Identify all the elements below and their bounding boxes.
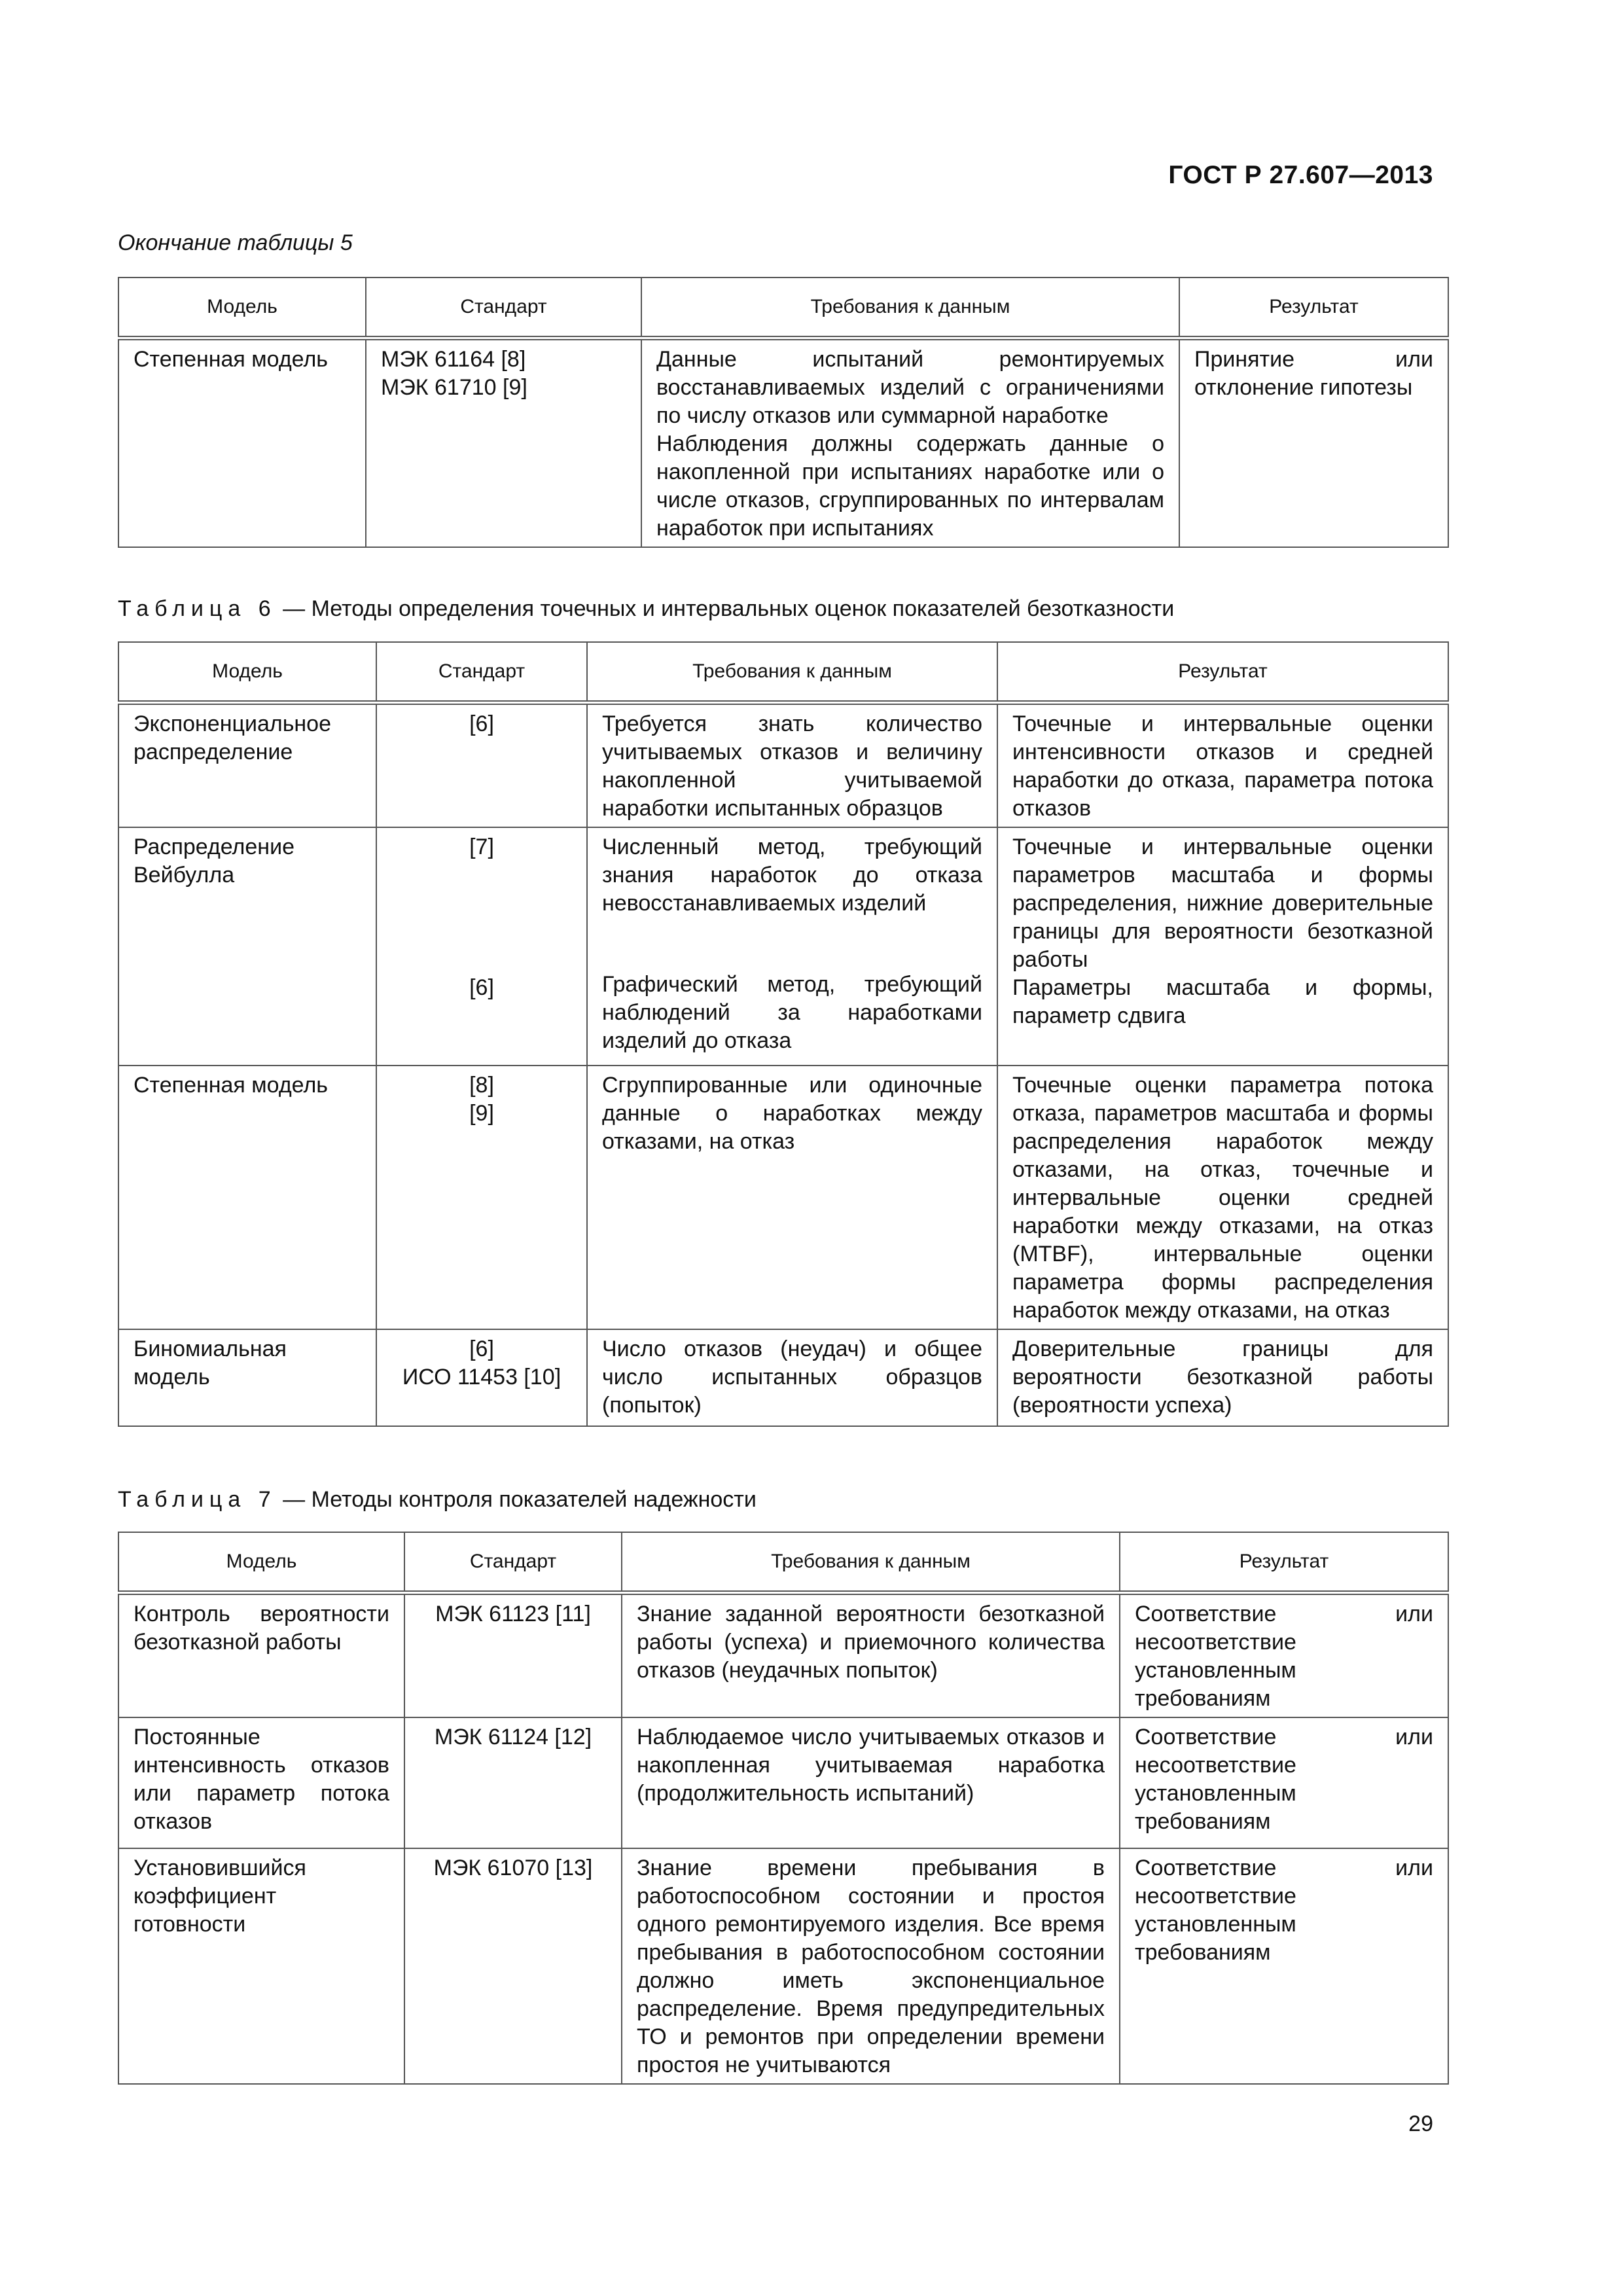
table5-caption: Окончание таблицы 5 (118, 230, 353, 255)
cell-standard (376, 1329, 587, 1426)
table-row (118, 1717, 1448, 1848)
standard-line: [7] (469, 834, 494, 859)
cell-standard: МЭК 61123 [11] (404, 1593, 622, 1718)
col-header-model: Модель (118, 1532, 404, 1593)
requirements-text-2: Наблюдения должны содержать данные о накопленной при испытаниях наработке или о числе отказов, сгруппированных по интервалам наработок при испытаниях (656, 431, 1164, 541)
cell-standard (376, 827, 587, 1066)
standard-line: [9] (469, 1101, 494, 1126)
col-header-standard: Стандарт (376, 642, 587, 703)
table7-caption-label: Таблица 7 (118, 1487, 277, 1512)
cell-result: Соответствие или несоответствие установленным требованиям (1120, 1848, 1448, 2084)
cell-model: Контроль вероятности безотказной работы (118, 1593, 404, 1718)
cell-model: Степенная модель (118, 1066, 376, 1329)
standard-line: МЭК 61164 [8] (381, 347, 526, 372)
cell-requirements (587, 827, 997, 1066)
col-header-requirements: Требования к данным (587, 642, 997, 703)
cell-standard (366, 338, 641, 548)
table7-caption (118, 1487, 757, 1513)
standard-line: [6] (469, 1336, 494, 1361)
cell-result (997, 827, 1448, 1066)
col-header-standard: Стандарт (366, 278, 641, 338)
result-text: Точечные и интервальные оценки параметров масштаба и формы распределения, нижние доверительные границы для вероятности безотказной работы (1012, 834, 1433, 972)
standard-line: [8] (469, 1073, 494, 1098)
cell-standard (376, 1066, 587, 1329)
cell-result: Принятие или отклонение гипотезы (1179, 338, 1448, 548)
cell-result: Соответствие или несоответствие установленным требованиям (1120, 1717, 1448, 1848)
col-header-result: Результат (1120, 1532, 1448, 1593)
cell-standard: МЭК 61124 [12] (404, 1717, 622, 1848)
col-header-requirements: Требования к данным (622, 1532, 1120, 1593)
cell-standard: [6] (376, 703, 587, 828)
table6-header-row (118, 642, 1448, 703)
table5-header-row (118, 278, 1448, 338)
table-row (118, 703, 1448, 828)
table-row (118, 1593, 1448, 1718)
document-id: ГОСТ Р 27.607—2013 (1168, 161, 1433, 189)
table-row (118, 338, 1448, 548)
cell-result: Точечные оценки параметра потока отказа, параметров масштаба и формы распределения наработок между отказами, на отказ, точечные и интервальные оценки средней наработки между отказами, на отказ (MTBF), интервальные оценки параметра формы распределения наработок между отказами, на отказ (997, 1066, 1448, 1329)
col-header-standard: Стандарт (404, 1532, 622, 1593)
cell-model: Установившийся коэффициент готовности (118, 1848, 404, 2084)
col-header-result: Результат (997, 642, 1448, 703)
table7-caption-text: — Методы контроля показателей надежности (283, 1487, 757, 1512)
table6-caption-text: — Методы определения точечных и интервальных оценок показателей безотказности (283, 596, 1175, 621)
table6 (118, 641, 1449, 1427)
col-header-model: Модель (118, 642, 376, 703)
cell-model: Биномиальная модель (118, 1329, 376, 1426)
requirements-text-2: Графический метод, требующий наблюдений за наработками изделий до отказа (602, 972, 982, 1053)
cell-requirements: Знание времени пребывания в работоспособном состоянии и простоя одного ремонтируемого изделия. Все время пребывания в работоспособном состоянии должно иметь экспоненциальное распределение. Время предупредительных ТО и ремонтов при определении времени простоя не учитываются (622, 1848, 1120, 2084)
table7-header-row (118, 1532, 1448, 1593)
cell-requirements: Число отказов (неудач) и общее число испытанных образцов (попыток) (587, 1329, 997, 1426)
page-number: 29 (1408, 2111, 1433, 2136)
standard-line: МЭК 61710 [9] (381, 375, 527, 400)
col-header-result: Результат (1179, 278, 1448, 338)
cell-result: Точечные и интервальные оценки интенсивности отказов и средней наработки до отказа, параметра потока отказов (997, 703, 1448, 828)
table-row (118, 1329, 1448, 1426)
table6-caption-label: Таблица 6 (118, 596, 277, 621)
cell-result: Доверительные границы для вероятности безотказной работы (вероятности успеха) (997, 1329, 1448, 1426)
cell-requirements (641, 338, 1179, 548)
cell-requirements: Сгруппированные или одиночные данные о наработках между отказами, на отказ (587, 1066, 997, 1329)
cell-model: Распределение Вейбулла (118, 827, 376, 1066)
col-header-requirements: Требования к данным (641, 278, 1179, 338)
table6-caption (118, 596, 1174, 622)
result-text-2: Параметры масштаба и формы, параметр сдвига (1012, 975, 1433, 1028)
cell-model: Постоянные интенсивность отказов или параметр потока отказов (118, 1717, 404, 1848)
table-row (118, 1066, 1448, 1329)
table-row (118, 827, 1448, 1066)
col-header-model: Модель (118, 278, 366, 338)
requirements-text: Данные испытаний ремонтируемых восстанавливаемых изделий с ограничениями по числу отказов или суммарной наработке (656, 347, 1164, 428)
cell-model: Степенная модель (118, 338, 366, 548)
table7 (118, 1532, 1449, 2085)
cell-result: Соответствие или несоответствие установленным требованиям (1120, 1593, 1448, 1718)
standard-line-2: [6] (469, 975, 494, 1000)
table-row (118, 1848, 1448, 2084)
standard-line: ИСО 11453 [10] (402, 1365, 562, 1390)
cell-requirements: Требуется знать количество учитываемых отказов и величину накопленной учитываемой наработки испытанных образцов (587, 703, 997, 828)
cell-requirements: Знание заданной вероятности безотказной работы (успеха) и приемочного количества отказов (неудачных попыток) (622, 1593, 1120, 1718)
cell-standard: МЭК 61070 [13] (404, 1848, 622, 2084)
requirements-text: Численный метод, требующий знания наработок до отказа невосстанавливаемых изделий (602, 834, 982, 916)
cell-model: Экспоненциальное распределение (118, 703, 376, 828)
cell-requirements: Наблюдаемое число учитываемых отказов и накопленная учитываемая наработка (продолжительность испытаний) (622, 1717, 1120, 1848)
table5 (118, 277, 1449, 548)
